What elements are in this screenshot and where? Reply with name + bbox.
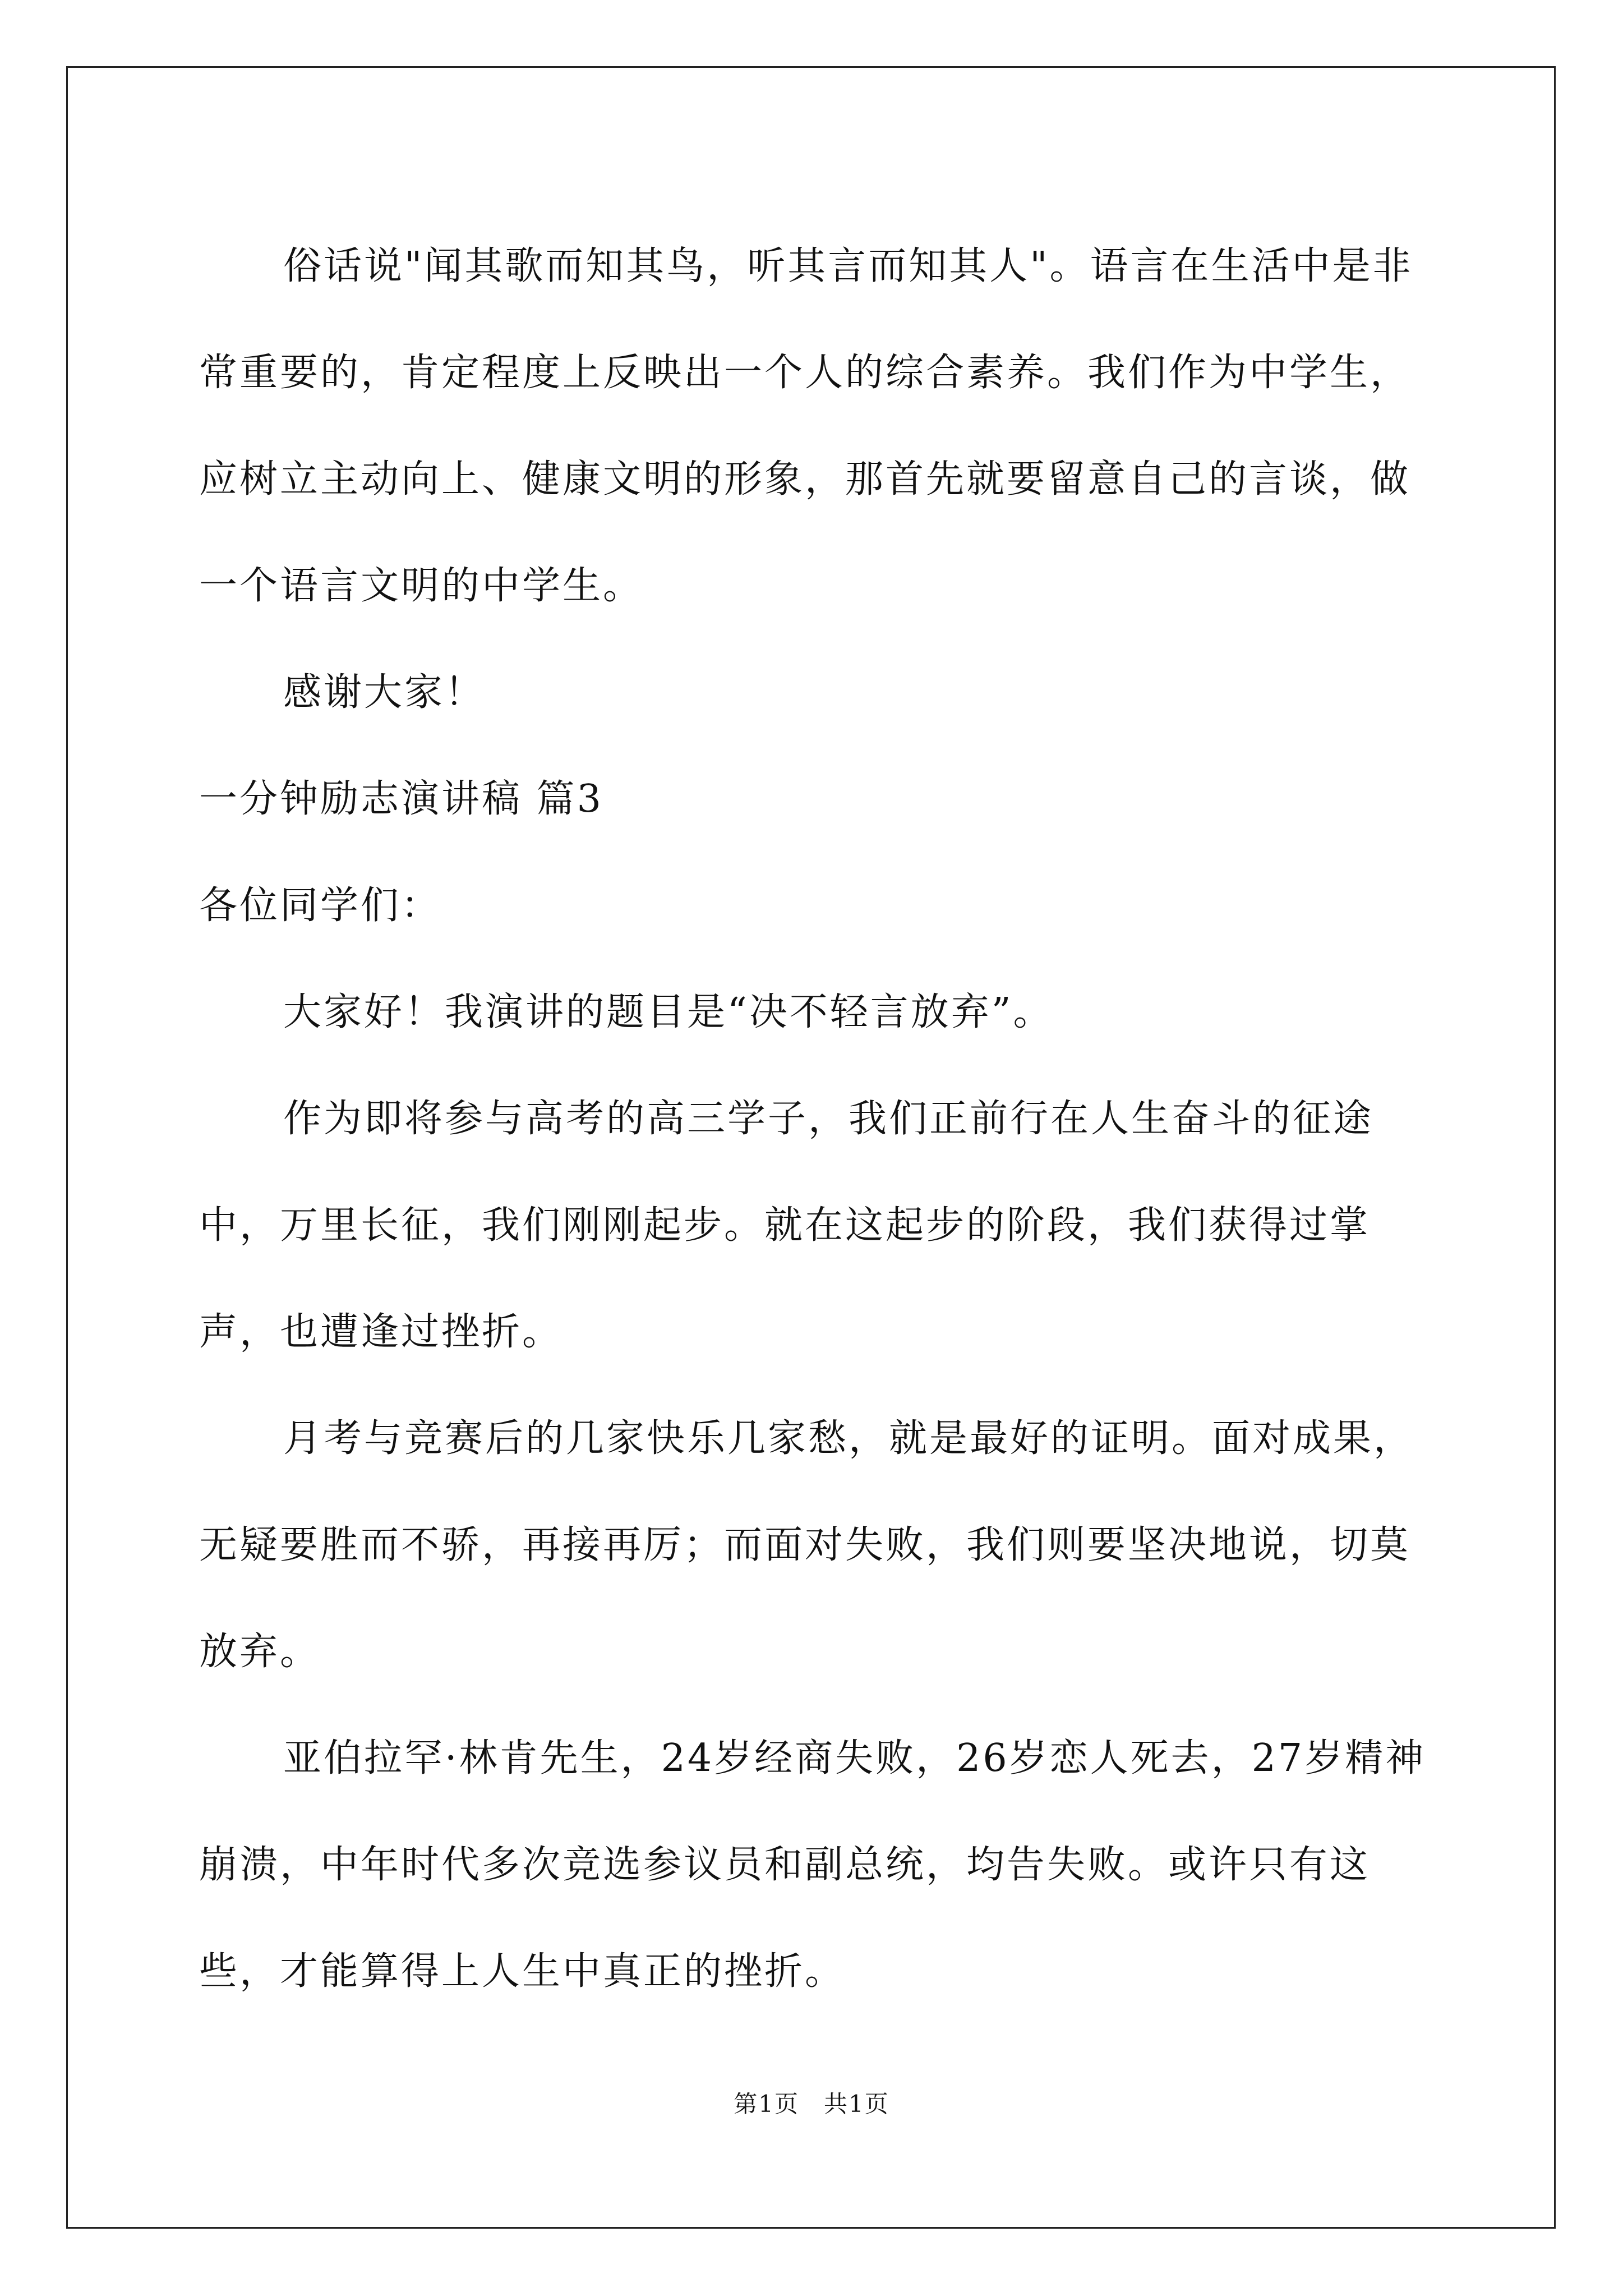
section-heading: 一分钟励志演讲稿 篇3	[199, 777, 603, 821]
document-body	[199, 213, 1427, 2025]
paragraph-1: 俗话说"闻其歌而知其鸟，听其言而知其人"。语言在生活中是非常重要的，肯定程度上反映出一个人的综合素养。我们作为中学生，应树立主动向上、健康文明的形象，那首先就要留意自己的言谈，做一个语言文明的中学生。	[199, 244, 1413, 608]
paragraph-3: 月考与竞赛后的几家快乐几家愁，就是最好的证明。面对成果，无疑要胜而不骄，再接再厉；而面对失败，我们则要坚决地说，切莫放弃。	[199, 1416, 1414, 1674]
paragraph-greeting: 大家好！我演讲的题目是“决不轻言放弃”。	[283, 990, 1054, 1034]
paragraph-thanks: 感谢大家！	[283, 670, 486, 715]
salutation: 各位同学们：	[199, 884, 442, 928]
paragraph-2: 作为即将参与高考的高三学子，我们正前行在人生奋斗的征途中，万里长征，我们刚刚起步。就在这起步的阶段，我们获得过掌声，也遭逢过挫折。	[199, 1097, 1374, 1354]
paragraph-4: 亚伯拉罕·林肯先生，24岁经商失败，26岁恋人死去，27岁精神崩溃，中年时代多次竞选参议员和副总统，均告失败。或许只有这些，才能算得上人生中真正的挫折。	[199, 1736, 1426, 1994]
page-footer: 第1页 共1页	[734, 2090, 889, 2118]
